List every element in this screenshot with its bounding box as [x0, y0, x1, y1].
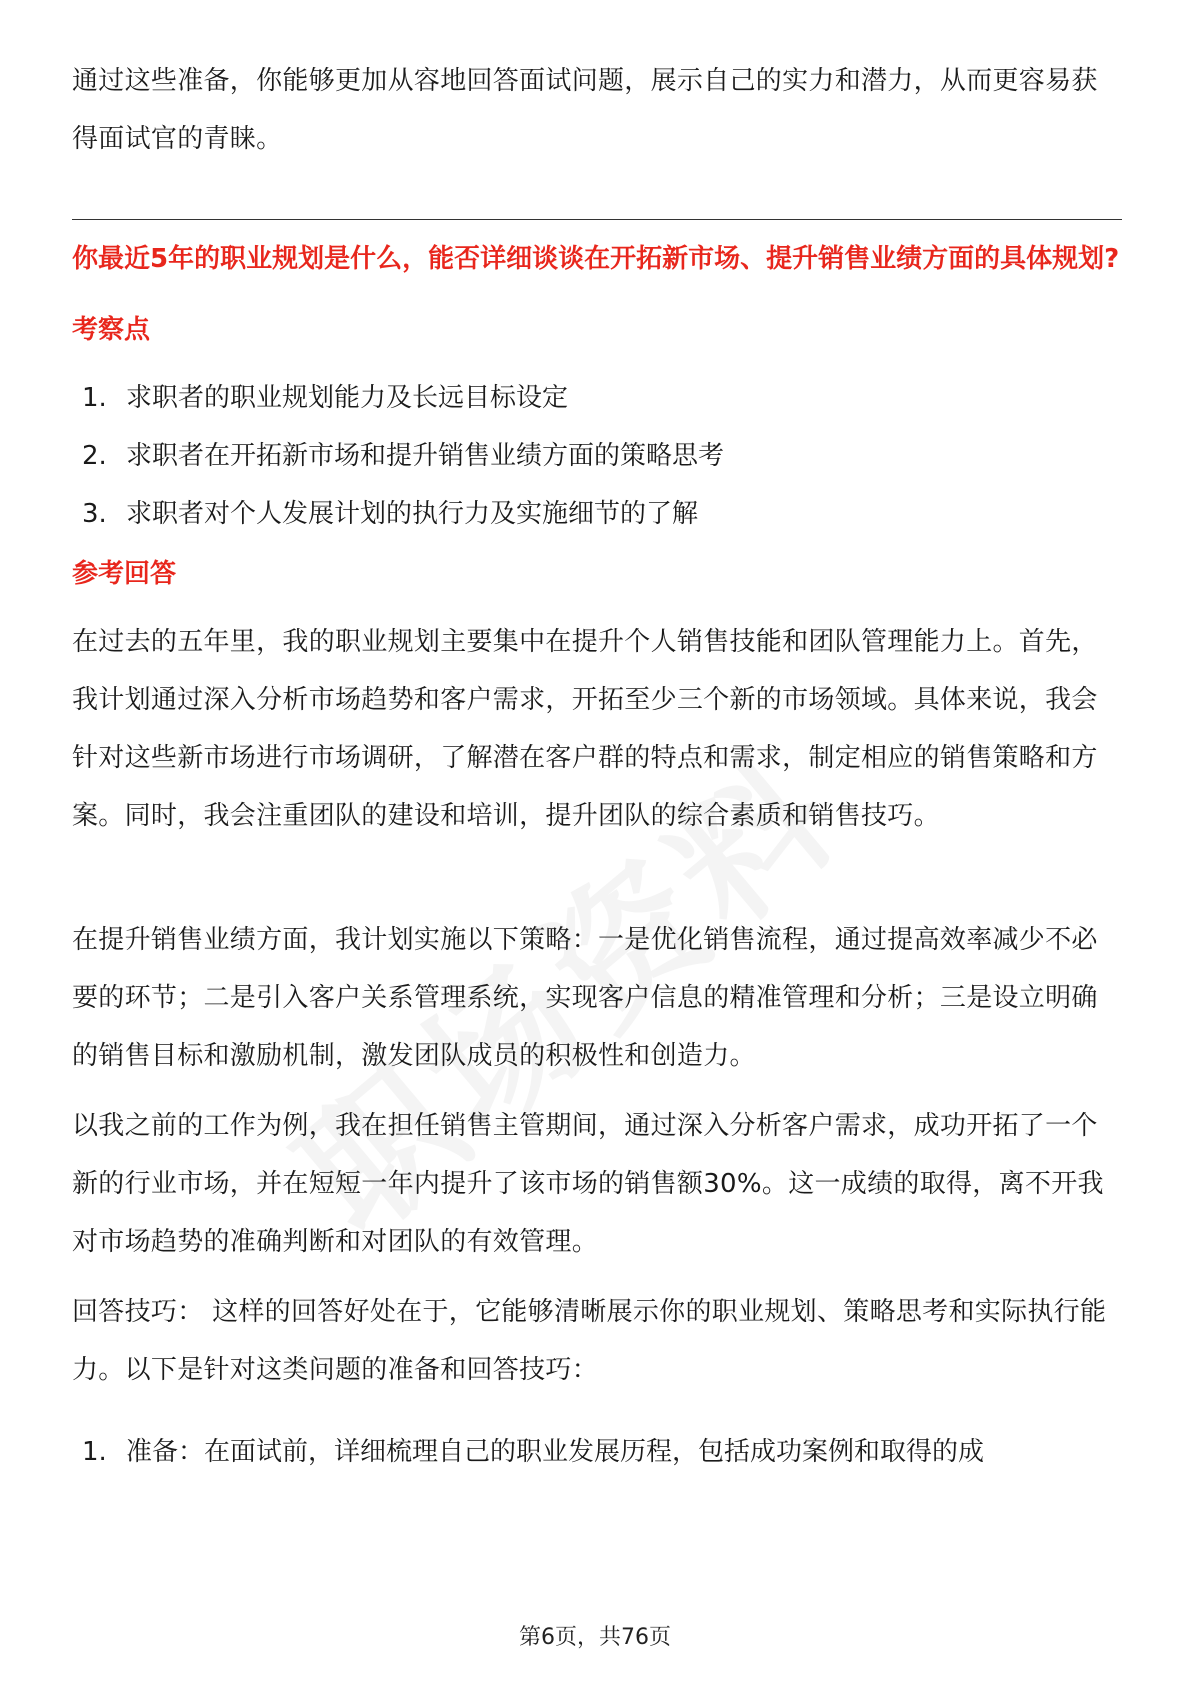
list-item: [82, 485, 1122, 543]
list-item: [82, 369, 1122, 427]
question-title: 你最近5年的职业规划是什么，能否详细谈谈在开拓新市场、提升销售业绩方面的具体规划?: [72, 244, 1120, 274]
answer-paragraph: 以我之前的工作为例，我在担任销售主管期间，通过深入分析客户需求，成功开拓了一个新的行业市场，并在短短一年内提升了该市场的销售额30%。这一成绩的取得，离不开我对市场趋势的准确判断和对团队的有效管理。: [72, 1111, 1104, 1257]
list-item: [82, 427, 1122, 485]
intro-paragraph: 通过这些准备，你能够更加从容地回答面试问题，展示自己的实力和潜力，从而更容易获得面试官的青睐。: [72, 66, 1098, 154]
assessment-heading: 考察点: [72, 315, 151, 345]
list-item-text: 准备：在面试前，详细梳理自己的职业发展历程，包括成功案例和取得的成: [126, 1437, 985, 1467]
answer-paragraph: 在过去的五年里，我的职业规划主要集中在提升个人销售技能和团队管理能力上。首先，我计划通过深入分析市场趋势和客户需求，开拓至少三个新的市场领域。具体来说，我会针对这些新市场进行市场调研，了解潜在客户群的特点和需求，制定相应的销售策略和方案。同时，我会注重团队的建设和培训，提升团队的综合素质和销售技巧。: [72, 627, 1098, 831]
answer-heading: 参考回答: [72, 559, 177, 589]
list-item-text: 求职者在开拓新市场和提升销售业绩方面的策略思考: [126, 441, 725, 471]
list-item-number: 3.: [82, 499, 107, 529]
list-item-text: 求职者的职业规划能力及长远目标设定: [126, 383, 569, 413]
section-divider: [72, 219, 1122, 220]
list-item-number: 2.: [82, 441, 107, 471]
assessment-list: [82, 369, 1122, 543]
list-item-number: 1.: [82, 383, 107, 413]
answer-tips-intro: 回答技巧： 这样的回答好处在于，它能够清晰展示你的职业规划、策略思考和实际执行能力。以下是针对这类问题的准备和回答技巧：: [72, 1297, 1107, 1385]
list-item-number: 1.: [82, 1437, 107, 1467]
list-item-text: 求职者对个人发展计划的执行力及实施细节的了解: [126, 499, 699, 529]
answer-paragraph: 在提升销售业绩方面，我计划实施以下策略：一是优化销售流程，通过提高效率减少不必要的环节；二是引入客户关系管理系统，实现客户信息的精准管理和分析；三是设立明确的销售目标和激励机制，激发团队成员的积极性和创造力。: [72, 925, 1098, 1071]
tips-list: [82, 1423, 1122, 1481]
page-number: 第6页，共76页: [519, 1625, 671, 1650]
list-item: [82, 1423, 1122, 1481]
